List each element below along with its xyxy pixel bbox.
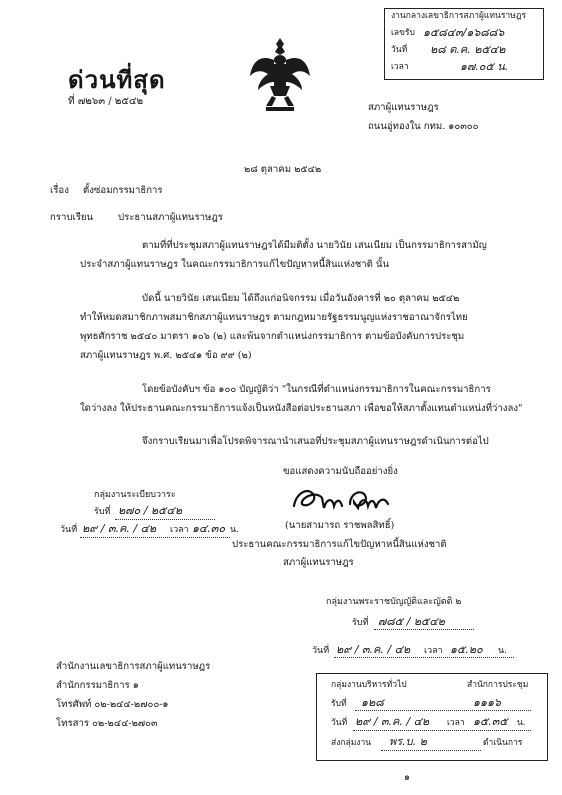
agenda-stamp-row1-value: ๒๗๐ / ๒๕๔๒ bbox=[118, 504, 183, 517]
footer-phone: โทรศัพท์ ๐๒-๒๔๔-๒๗๐๐-๑ bbox=[56, 699, 169, 710]
stamp-top-row2-label: วันที่ bbox=[391, 45, 408, 55]
admin-stamp-title-right: สำนักการประชุม bbox=[467, 680, 529, 690]
agenda-stamp-time-unit: น. bbox=[230, 525, 240, 535]
admin-stamp-title-left: กลุ่มงานบริหารทั่วไป bbox=[331, 680, 407, 690]
paragraph-3-line-2: ใดว่างลง ให้ประธานคณะกรรมาธิการแจ้งเป็นหนังสือต่อประธานสภา เพื่อขอให้สภาตั้งแทนตำแหน่งที่ว่างลง" bbox=[80, 403, 523, 414]
signature-icon bbox=[288, 478, 398, 518]
admin-stamp-row1-label: รับที่ bbox=[331, 699, 347, 709]
sender-line-1: สภาผู้แทนราษฎร bbox=[368, 102, 439, 113]
paragraph-2-line-3: พุทธศักราช ๒๕๔๐ มาตรา ๑๐๖ (๒) และพ้นจากตำแหน่งกรรมาธิการ ตามข้อบังคับการประชุม bbox=[80, 331, 465, 342]
agenda-stamp-time-label: เวลา bbox=[170, 525, 189, 535]
urgency-mark: ด่วนที่สุด bbox=[68, 65, 166, 94]
reference-number: ที่ ๗๒๖๓ / ๒๕๔๒ bbox=[68, 96, 144, 107]
admin-stamp bbox=[316, 673, 548, 761]
admin-stamp-row1-value-2: ๑๑๑๖ bbox=[473, 696, 501, 709]
paragraph-4-line-1: จึงกราบเรียนมาเพื่อโปรดพิจารณานำเสนอที่ประชุมสภาผู้แทนราษฎรดำเนินการต่อไป bbox=[142, 436, 489, 447]
admin-stamp-time-unit: น. bbox=[517, 718, 526, 728]
footer-fax: โทรสาร ๐๒-๒๔๔-๒๗๐๓ bbox=[56, 718, 158, 729]
admin-stamp-time-value: ๑๕.๓๕ bbox=[473, 715, 508, 728]
acts-motions-stamp bbox=[300, 595, 530, 665]
subject-text: ตั้งซ่อมกรรมาธิการ bbox=[83, 185, 163, 196]
stamp-top-row3-label: เวลา bbox=[391, 62, 409, 72]
garuda-emblem-icon bbox=[248, 36, 312, 114]
agenda-stamp-row2-value: ๒๙ / ๓.ค. / ๔๒ bbox=[82, 522, 157, 535]
admin-stamp-row3-value: พร.บ. ๒ bbox=[389, 735, 427, 748]
signatory-position: ประธานคณะกรรมาธิการแก้ไขปัญหาหนี้สินแห่งชาติ bbox=[232, 539, 447, 550]
acts-stamp-time-value: ๑๕.๒๐ bbox=[450, 643, 483, 656]
footer-bureau: สำนักกรรมาธิการ ๑ bbox=[56, 680, 139, 691]
stamp-top-row3-value: ๑๗.๐๕ น. bbox=[460, 60, 509, 73]
closing-phrase: ขอแสดงความนับถืออย่างยิ่ง bbox=[283, 466, 398, 477]
paragraph-2-line-2: ทำให้หมดสมาชิกภาพสมาชิกสภาผู้แทนราษฎร ตามกฎหมายรัฐธรรมนูญแห่งราชอาณาจักรไทย bbox=[80, 312, 468, 323]
agenda-stamp bbox=[60, 482, 260, 542]
acts-stamp-row2-label: วันที่ bbox=[312, 646, 330, 656]
acts-stamp-row1-label: รับที่ bbox=[352, 618, 369, 628]
stamp-top-title: งานกลางเลขาธิการสภาผู้แทนราษฎร bbox=[391, 11, 527, 21]
stamp-top-row2-value: ๒๘ ต.ค. ๒๕๔๒ bbox=[430, 43, 506, 56]
salutation-text: ประธานสภาผู้แทนราษฎร bbox=[118, 212, 223, 223]
acts-stamp-time-label: เวลา bbox=[424, 646, 443, 656]
paragraph-1-line-2: ประจำสภาผู้แทนราษฎร ในคณะกรรมาธิการแก้ไขปัญหาหนี้สินแห่งชาติ นั้น bbox=[80, 259, 390, 270]
receiving-stamp-top bbox=[384, 8, 544, 80]
acts-stamp-title: กลุ่มงานพระราชบัญญัติและญัตติ ๒ bbox=[326, 597, 462, 607]
paragraph-1-line-1: ตามที่ที่ประชุมสภาผู้แทนราษฎรได้มีมติตั้ง นายวินัย เสนเนียม เป็นกรรมาธิการสามัญ bbox=[142, 240, 487, 251]
salutation-label: กราบเรียน bbox=[50, 212, 94, 223]
acts-stamp-time-unit: น. bbox=[498, 646, 508, 656]
admin-stamp-row3-suffix: ดำเนินการ bbox=[483, 738, 523, 748]
admin-stamp-row2-value: ๒๙ / ๓.ค. / ๔๒ bbox=[355, 715, 430, 728]
acts-stamp-row1-value: ๗๘๕ / ๒๕๔๒ bbox=[378, 615, 445, 628]
signatory-organization: สภาผู้แทนราษฎร bbox=[283, 557, 354, 568]
paragraph-2-line-1: บัดนี้ นายวินัย เสนเนียม ได้ถึงแก่อนิจกรรม เมื่อวันอังคารที่ ๒๐ ตุลาคม ๒๕๔๒ bbox=[142, 293, 460, 304]
subject-label: เรื่อง bbox=[50, 185, 69, 196]
admin-stamp-row3-label: ส่งกลุ่มงาน bbox=[331, 738, 372, 748]
sender-line-2: ถนนอู่ทองใน กทม. ๑๐๓๐๐ bbox=[368, 121, 479, 132]
paragraph-2-line-4: สภาผู้แทนราษฎร พ.ศ. ๒๕๔๑ ข้อ ๙๙ (๒) bbox=[80, 350, 252, 361]
page-mark: ๑ bbox=[404, 772, 411, 783]
stamp-top-row1-value: ๑๕๘๔๓/๑๖๘๘๖ bbox=[423, 26, 505, 39]
agenda-stamp-row2-label: วันที่ bbox=[60, 525, 78, 535]
stamp-top-row1-label: เลขรับ bbox=[391, 28, 415, 38]
agenda-stamp-time-value: ๑๔.๓๐ bbox=[192, 522, 226, 535]
paragraph-3-line-1: โดยข้อบังคับฯ ข้อ ๑๐๐ บัญญัติว่า "ในกรณีที่ตำแหน่งกรรมาธิการในคณะกรรมาธิการ bbox=[142, 384, 491, 395]
acts-stamp-row2-value: ๒๙ / ๓.ค. / ๔๒ bbox=[336, 643, 411, 656]
admin-stamp-row1-value: ๑๒๘ bbox=[361, 696, 384, 709]
admin-stamp-time-label: เวลา bbox=[447, 718, 465, 728]
agenda-stamp-title: กลุ่มงานระเบียบวาระ bbox=[94, 490, 176, 500]
agenda-stamp-row1-label: รับที่ bbox=[94, 507, 111, 517]
footer-office: สำนักงานเลขาธิการสภาผู้แทนราษฎร bbox=[56, 661, 211, 672]
signatory-name: (นายสามารถ ราชพลสิทธิ์) bbox=[285, 520, 395, 531]
letter-date: ๒๘ ตุลาคม ๒๕๔๒ bbox=[244, 164, 322, 175]
admin-stamp-row2-label: วันที่ bbox=[331, 718, 348, 728]
